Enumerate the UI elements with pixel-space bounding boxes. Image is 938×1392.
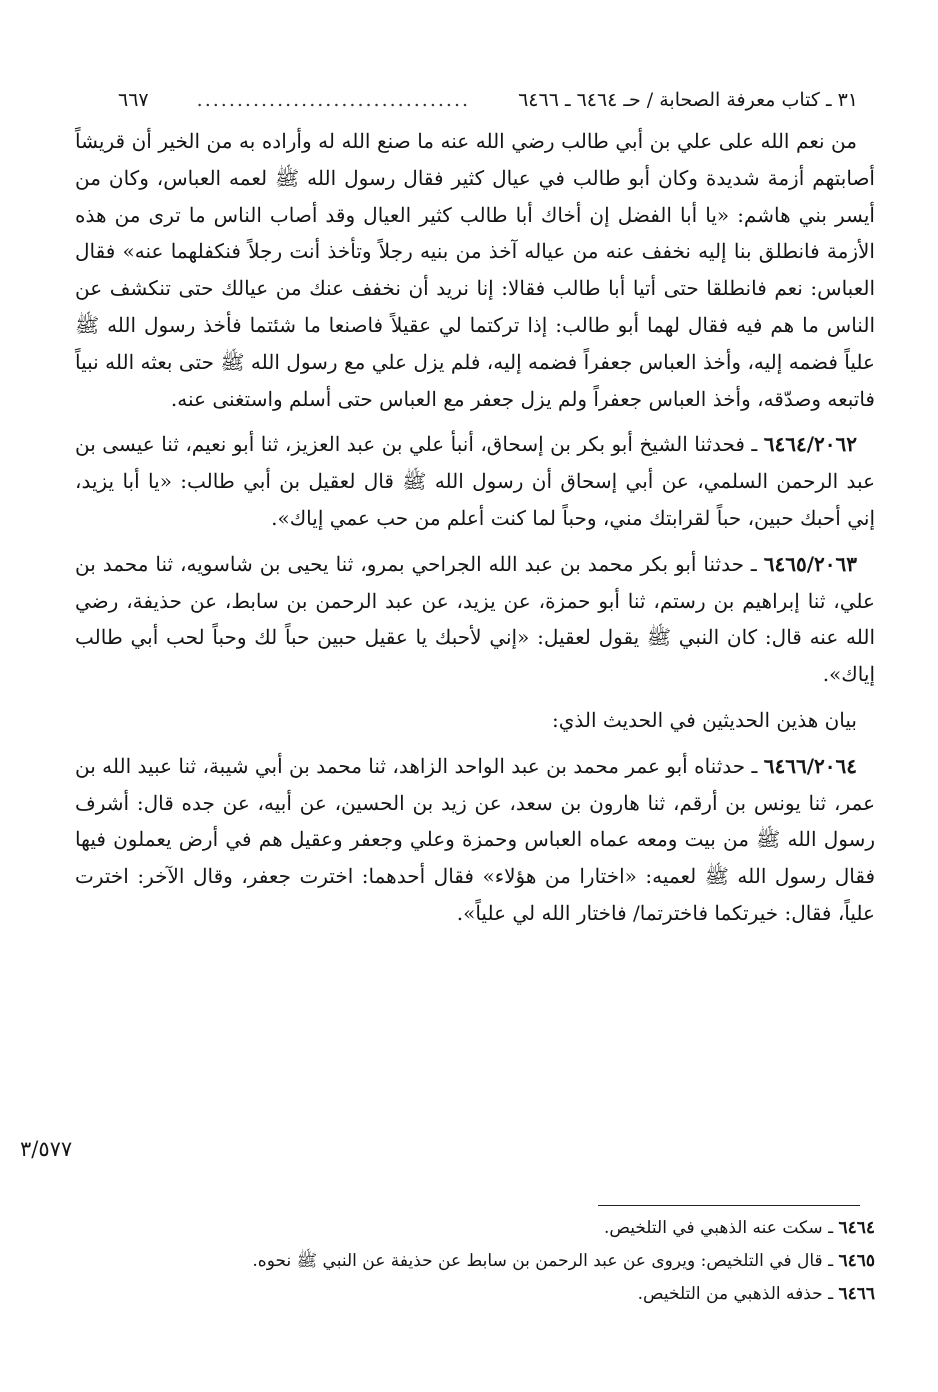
header-leader-dots: .................................. xyxy=(196,89,471,111)
footnote-number: ٦٤٦٦ xyxy=(838,1284,875,1304)
hadith-6465 xyxy=(75,546,875,693)
footnote-number: ٦٤٦٤ xyxy=(838,1218,875,1238)
footnote-text: ـ قال في التلخيص: ويروى عن عبد الرحمن بن سابط عن حذيفة عن النبي ﷺ نحوه. xyxy=(252,1251,839,1271)
hadith-number: ٦٤٦٥/٢٠٦٣ xyxy=(763,551,858,576)
hadith-text: ـ فحدثنا الشيخ أبو بكر بن إسحاق، أنبأ علي بن عبد العزيز، ثنا أبو نعيم، ثنا عيسى بن عبد الرحمن السلمي، عن أبي إسحاق أن رسول الله ﷺ قال لعقيل بن أبي طالب: «يا أبا يزيد، إني أحبك حبين، حباً لقرابتك مني، وحباً لما كنت أعلم من حب عمي إياك». xyxy=(75,432,875,530)
footnote-6465 xyxy=(90,1245,875,1278)
main-text xyxy=(75,123,875,932)
paragraph-continuation xyxy=(75,123,875,417)
page-number: ٦٦٧ xyxy=(118,89,149,111)
footnote-text: ـ حذفه الذهبي من التلخيص. xyxy=(637,1284,839,1304)
header-title: ٣١ ـ كتاب معرفة الصحابة / حـ ٦٤٦٤ ـ ٦٤٦٦ xyxy=(518,89,858,111)
hadith-number: ٦٤٦٤/٢٠٦٢ xyxy=(763,432,857,457)
footnote-6464 xyxy=(90,1212,875,1245)
footnote-separator xyxy=(598,1205,860,1206)
footnotes xyxy=(90,1212,875,1311)
paragraph-text: من نعم الله على علي بن أبي طالب رضي الله عنه ما صنع الله له وأراده به من الخير أن قريشاً أصابتهم أزمة شديدة وكان أبو طالب في عيال كثير فقال رسول الله ﷺ لعمه العباس، وكان من أيسر بني هاشم: «يا أبا الفضل إن أخاك أبا طالب كثير العيال وقد أصاب الناس ما ترى من هذه الأزمة فانطلق بنا إليه نخفف عنه من عياله آخذ من بنيه رجلاً وتأخذ أنت رجلاً فنكفلهما عنه» فقال العباس: نعم فانطلقا حتى أتيا أبا طالب فقالا: إنا نريد أن نخفف عنك من عيالك حتى تنكشف عن الناس ما هم فيه فقال لهما أبو طالب: إذا تركتما لي عقيلاً فاصنعا ما شئتما فأخذ رسول الله ﷺ علياً فضمه إليه، وأخذ العباس جعفراً فضمه إليه، فلم يزل علي مع رسول الله ﷺ حتى بعثه الله نبياً فاتبعه وصدّقه، وأخذ العباس جعفراً ولم يزل جعفر مع العباس حتى أسلم واستغنى عنه. xyxy=(75,129,875,411)
hadith-6464 xyxy=(75,426,875,536)
running-header xyxy=(118,82,858,118)
hadith-number: ٦٤٦٦/٢٠٦٤ xyxy=(763,753,857,778)
footnote-text: ـ سكت عنه الذهبي في التلخيص. xyxy=(603,1218,839,1238)
hadith-text: ـ حدثناه أبو عمر محمد بن عبد الواحد الزاهد، ثنا محمد بن أبي شيبة، ثنا عبيد الله بن عمر، ثنا يونس بن أرقم، ثنا هارون بن سعد، عن زيد بن الحسين، عن أبيه، عن جده قال: أشرف رسول الله ﷺ من بيت ومعه عماه العباس وحمزة وعلي وجعفر وعقيل هم في أرض يعملون فيها فقال رسول الله ﷺ لعميه: «اختارا من هؤلاء» فقال أحدهما: اخترت جعفر، وقال الآخر: اخترت علياً، فقال: خيرتكما فاخترتما/ فاختار الله لي علياً». xyxy=(75,753,876,925)
transition-text: بيان هذين الحديثين في الحديث الذي: xyxy=(552,707,857,732)
footnote-6466 xyxy=(90,1278,875,1311)
margin-volume-reference: ٣/٥٧٧ xyxy=(20,1137,73,1161)
hadith-6466 xyxy=(75,748,875,932)
footnote-number: ٦٤٦٥ xyxy=(838,1251,875,1271)
transition-line xyxy=(75,702,875,739)
hadith-text: ـ حدثنا أبو بكر محمد بن عبد الله الجراحي بمرو، ثنا يحيى بن شاسويه، ثنا محمد بن علي، ثنا إبراهيم بن رستم، ثنا أبو حمزة، عن يزيد، عن عبد الرحمن بن سابط، عن حذيفة، رضي الله عنه قال: كان النبي ﷺ يقول لعقيل: «إني لأحبك يا عقيل حبين حباً لك وحباً لحب أبي طالب إياك». xyxy=(75,551,875,687)
